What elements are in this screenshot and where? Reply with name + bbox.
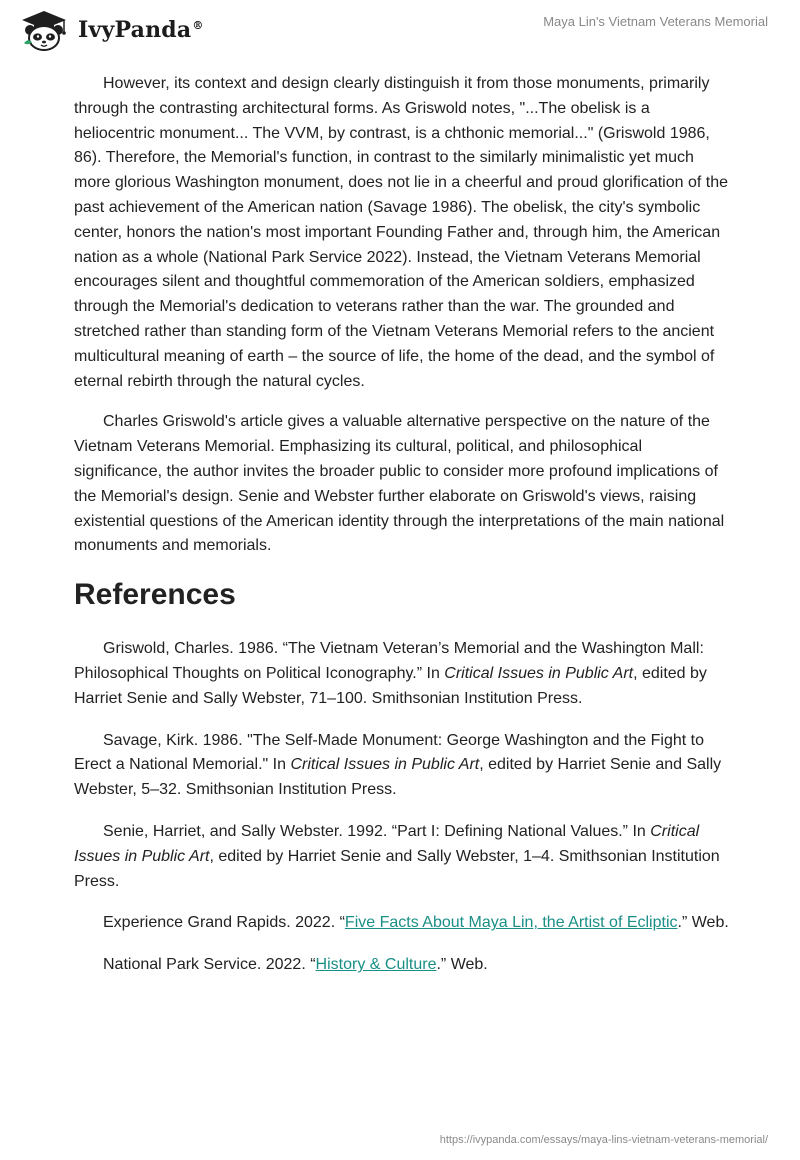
reference-item: National Park Service. 2022. “History & Culture.” Web. xyxy=(103,956,488,974)
reference-book-title: Critical Issues in Public Art xyxy=(444,664,634,682)
logo-wordmark: IvyPanda® xyxy=(78,17,204,43)
footer-source-url[interactable]: https://ivypanda.com/essays/maya-lins-vietnam-veterans-memorial/ xyxy=(439,1134,768,1146)
reference-item: Experience Grand Rapids. 2022. “Five Facts About Maya Lin, the Artist of Ecliptic.” Web. xyxy=(103,914,729,932)
essay-content xyxy=(74,72,734,995)
reference-book-title: Critical Issues in Public Art xyxy=(290,756,480,774)
references-heading: References xyxy=(74,578,236,612)
body-paragraph-1: However, its context and design clearly distinguish it from those monuments, primarily through the contrasting architectural forms. As Griswold notes, "...The obelisk is a heliocentric monument... The VVM, by contrast, is a chthonic memorial..." (Griswold 1986, 86). Therefore, the Memorial's function, in contrast to the similarly minimalistic yet much more glorious Washington monument, does not lie in a cheerful and proud glorification of the past achievement of the American nation (Savage 1986). The obelisk, the city's symbolic center, honors the nation's most important Founding Father and, through him, the American nation as a whole (National Park Service 2022). Instead, the Vietnam Veterans Memorial encourages silent and thoughtful commemoration of the American soldiers, emphasized through the Memorial's dedication to veterans rather than the war. The grounded and stretched rather than standing form of the Vietnam Veterans Memorial refers to the ancient multicultural meaning of earth – the source of life, the home of the dead, and the symbol of eternal rebirth through the natural cycles. xyxy=(74,75,729,390)
reference-item: Griswold, Charles. 1986. “The Vietnam Veteran’s Memorial and the Washington Mall: Philosophical Thoughts on Political Iconography.” In Critical Issues in Public Art, edited by Harriet Senie and Sally Webster, 71–100. Smithsonian Institution Press. xyxy=(74,640,707,707)
document-title: Maya Lin's Vietnam Veterans Memorial xyxy=(543,14,768,29)
reference-item: Senie, Harriet, and Sally Webster. 1992. “Part I: Defining National Values.” In Critical Issues in Public Art, edited by Harriet Senie and Sally Webster, 1–4. Smithsonian Institution Press. xyxy=(74,822,720,890)
panda-graduate-icon xyxy=(14,8,74,52)
reference-book-title: Critical Issues in Public Art xyxy=(74,822,700,865)
reference-link-history-culture[interactable]: History & Culture xyxy=(315,956,437,974)
ivypanda-logo[interactable] xyxy=(14,8,204,52)
reference-link-maya-lin-facts[interactable]: Five Facts About Maya Lin, the Artist of Ecliptic xyxy=(344,914,678,932)
page-header xyxy=(0,0,800,60)
reference-item: Savage, Kirk. 1986. "The Self-Made Monument: George Washington and the Fight to Erect a National Memorial." In Critical Issues in Public Art, edited by Harriet Senie and Sally Webster, 5–32. Smithsonian Institution Press. xyxy=(74,731,722,799)
body-paragraph-2: Charles Griswold's article gives a valuable alternative perspective on the nature of the Vietnam Veterans Memorial. Emphasizing its cultural, political, and philosophical significance, the author invites the broader public to consider more profound implications of the Memorial's design. Senie and Webster further elaborate on Griswold's views, raising existential questions of the American identity through the interpretations of the main national monuments and memorials. xyxy=(74,413,725,555)
